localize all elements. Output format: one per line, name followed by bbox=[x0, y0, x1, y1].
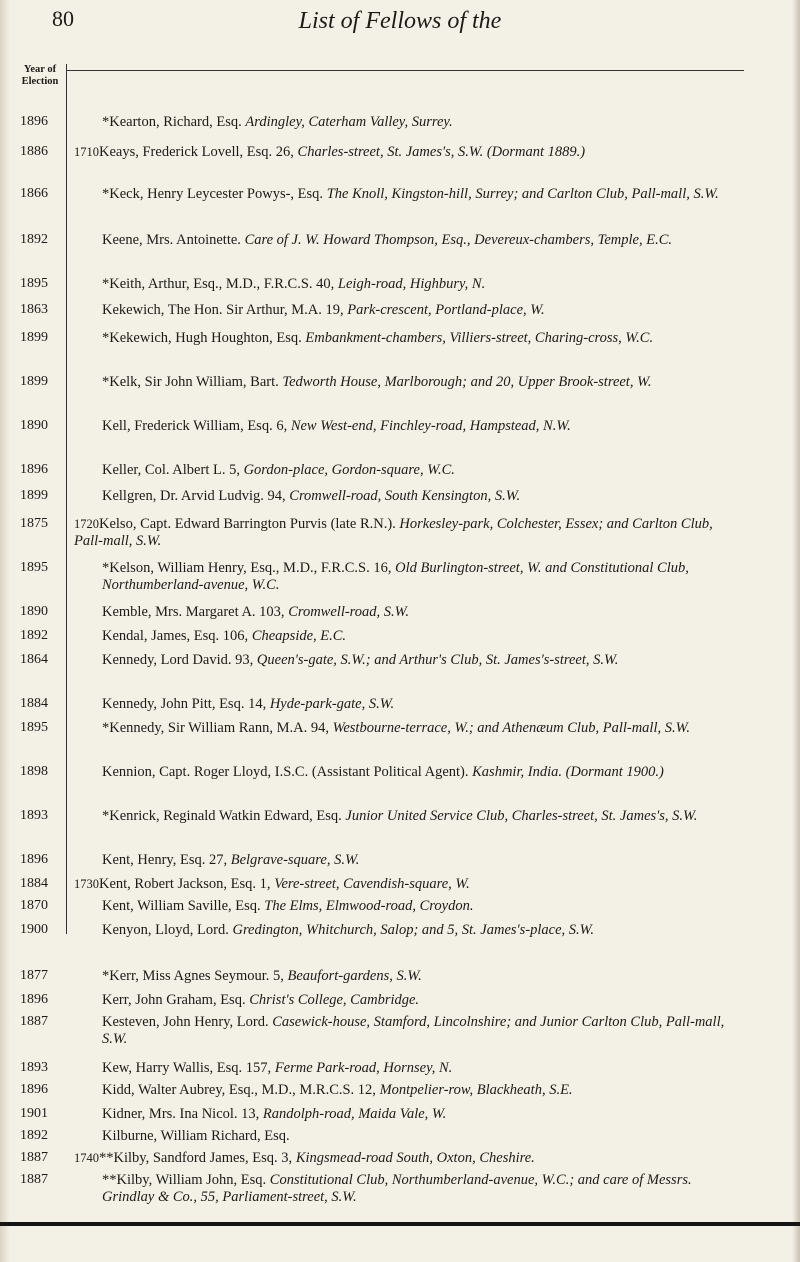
election-year: 1890 bbox=[20, 604, 48, 619]
election-year: 1893 bbox=[20, 1060, 48, 1075]
fellow-entry bbox=[102, 114, 742, 131]
fellow-name: **Kilby, William John, Esq. bbox=[102, 1172, 267, 1188]
column-header-line-1: Year of bbox=[23, 64, 57, 75]
fellow-address: Belgrave-square, S.W. bbox=[230, 852, 360, 868]
fellow-entry bbox=[102, 1128, 742, 1145]
election-year: 1896 bbox=[20, 1082, 48, 1097]
election-year: 1870 bbox=[20, 898, 48, 913]
election-year: 1887 bbox=[20, 1014, 48, 1029]
fellow-address: Christ's College, Cambridge. bbox=[249, 992, 420, 1008]
fellow-entry bbox=[102, 1060, 742, 1077]
entry-number: 1740 bbox=[74, 1151, 99, 1165]
fellow-address: Kingsmead-road South, Oxton, Cheshire. bbox=[295, 1150, 535, 1166]
election-year: 1884 bbox=[20, 876, 48, 891]
fellow-entry bbox=[74, 876, 714, 893]
election-year: 1895 bbox=[20, 560, 48, 575]
fellow-entry bbox=[102, 604, 742, 621]
fellow-address: Ferme Park-road, Hornsey, N. bbox=[274, 1060, 453, 1076]
election-year: 1900 bbox=[20, 922, 48, 937]
fellow-address: New West-end, Finchley-road, Hampstead, N.W. bbox=[290, 418, 571, 434]
fellow-address: Beaufort-gardens, S.W. bbox=[287, 968, 422, 984]
fellow-name: *Kenrick, Reginald Watkin Edward, Esq. bbox=[102, 808, 342, 824]
fellow-name: Kent, Robert Jackson, Esq. 1, bbox=[99, 876, 271, 892]
fellow-address: Constitutional Club, Northumberland-avenue, W.C.; and care of Messrs. Grindlay & Co., 55, Parliament-street, S.W. bbox=[102, 1172, 692, 1205]
fellow-entry bbox=[102, 898, 742, 915]
fellow-name: Kesteven, John Henry, Lord. bbox=[102, 1014, 269, 1030]
fellow-name: Kennedy, John Pitt, Esq. 14, bbox=[102, 696, 267, 712]
fellow-address: Cromwell-road, South Kensington, S.W. bbox=[289, 488, 521, 504]
fellow-address: Kashmir, India. (Dormant 1900.) bbox=[472, 764, 664, 780]
election-year: 1896 bbox=[20, 462, 48, 477]
fellow-entry bbox=[102, 276, 742, 293]
fellow-entry bbox=[102, 696, 742, 713]
fellow-address: Park-crescent, Portland-place, W. bbox=[347, 302, 545, 318]
fellow-entry bbox=[102, 232, 742, 249]
fellow-address: Cheapside, E.C. bbox=[251, 628, 347, 644]
election-year: 1895 bbox=[20, 276, 48, 291]
fellow-name: *Kekewich, Hugh Houghton, Esq. bbox=[102, 330, 302, 346]
election-year: 1893 bbox=[20, 808, 48, 823]
fellow-entry bbox=[74, 144, 714, 161]
fellow-address: Leigh-road, Highbury, N. bbox=[337, 276, 486, 292]
fellow-address: Old Burlington-street, W. and Constitutional Club, Northumberland-avenue, W.C. bbox=[102, 560, 689, 593]
fellow-address: Junior United Service Club, Charles-street, St. James's, S.W. bbox=[345, 808, 698, 824]
fellow-address: The Knoll, Kingston-hill, Surrey; and Carlton Club, Pall-mall, S.W. bbox=[326, 186, 719, 202]
fellow-name: *Keith, Arthur, Esq., M.D., F.R.C.S. 40, bbox=[102, 276, 335, 292]
election-year: 1886 bbox=[20, 144, 48, 159]
fellow-name: Kent, William Saville, Esq. bbox=[102, 898, 261, 914]
fellow-address: Care of J. W. Howard Thompson, Esq., Devereux-chambers, Temple, E.C. bbox=[244, 232, 673, 248]
fellow-name: Kemble, Mrs. Margaret A. 103, bbox=[102, 604, 285, 620]
entry-number: 1730 bbox=[74, 877, 99, 891]
election-year: 1884 bbox=[20, 696, 48, 711]
fellow-name: Kell, Frederick William, Esq. 6, bbox=[102, 418, 288, 434]
fellow-name: *Keck, Henry Leycester Powys-, Esq. bbox=[102, 186, 324, 202]
election-year: 1875 bbox=[20, 516, 48, 531]
fellow-entry bbox=[102, 852, 742, 869]
election-year: 1887 bbox=[20, 1150, 48, 1165]
fellow-address: Ardingley, Caterham Valley, Surrey. bbox=[245, 114, 453, 130]
fellow-address: Hyde-park-gate, S.W. bbox=[269, 696, 395, 712]
fellow-address: Vere-street, Cavendish-square, W. bbox=[274, 876, 470, 892]
election-year: 1899 bbox=[20, 374, 48, 389]
fellow-entry bbox=[102, 374, 742, 391]
election-year: 1899 bbox=[20, 488, 48, 503]
fellow-entry bbox=[102, 1172, 742, 1205]
fellow-address: Horkesley-park, Colchester, Essex; and Carlton Club, Pall-mall, S.W. bbox=[74, 516, 713, 549]
fellow-name: *Kerr, Miss Agnes Seymour. 5, bbox=[102, 968, 284, 984]
fellow-name: Kenyon, Lloyd, Lord. bbox=[102, 922, 229, 938]
fellow-entry bbox=[102, 418, 742, 435]
binding-shadow bbox=[0, 0, 10, 1262]
fellow-name: Kilburne, William Richard, Esq. bbox=[102, 1128, 290, 1144]
fellow-name: Kerr, John Graham, Esq. bbox=[102, 992, 246, 1008]
fellow-address: Casewick-house, Stamford, Lincolnshire; and Junior Carlton Club, Pall-mall, S.W. bbox=[102, 1014, 725, 1047]
fellow-address: Charles-street, St. James's, S.W. (Dormant 1889.) bbox=[297, 144, 586, 160]
fellow-name: Kekewich, The Hon. Sir Arthur, M.A. 19, bbox=[102, 302, 344, 318]
fellow-entry bbox=[102, 808, 742, 825]
fellow-entry bbox=[102, 922, 742, 939]
header-rule bbox=[66, 70, 744, 71]
fellow-name: *Kennedy, Sir William Rann, M.A. 94, bbox=[102, 720, 329, 736]
fellow-entry bbox=[102, 628, 742, 645]
fellow-entry bbox=[102, 652, 742, 669]
election-year: 1892 bbox=[20, 232, 48, 247]
column-header-year-of-election bbox=[14, 64, 66, 88]
election-year: 1896 bbox=[20, 852, 48, 867]
fellow-entry bbox=[74, 1150, 714, 1167]
fellow-name: Kelso, Capt. Edward Barrington Purvis (late R.N.). bbox=[99, 516, 396, 532]
entry-number: 1720 bbox=[74, 517, 99, 531]
fellow-name: Kidd, Walter Aubrey, Esq., M.D., M.R.C.S. 12, bbox=[102, 1082, 376, 1098]
bottom-rule bbox=[0, 1222, 800, 1226]
fellow-entry bbox=[102, 764, 742, 781]
fellow-name: *Kelk, Sir John William, Bart. bbox=[102, 374, 279, 390]
fellow-entry bbox=[74, 516, 714, 549]
fellow-name: Kennedy, Lord David. 93, bbox=[102, 652, 254, 668]
election-year: 1863 bbox=[20, 302, 48, 317]
election-year: 1890 bbox=[20, 418, 48, 433]
fellow-name: *Kelson, William Henry, Esq., M.D., F.R.C.S. 16, bbox=[102, 560, 392, 576]
fellow-entry bbox=[102, 992, 742, 1009]
election-year: 1901 bbox=[20, 1106, 48, 1121]
fellow-name: Keene, Mrs. Antoinette. bbox=[102, 232, 241, 248]
fellow-entry bbox=[102, 330, 742, 347]
fellow-name: Keller, Col. Albert L. 5, bbox=[102, 462, 240, 478]
fellow-entry bbox=[102, 1014, 742, 1047]
fellow-address: Montpelier-row, Blackheath, S.E. bbox=[379, 1082, 573, 1098]
column-header-line-2: Election bbox=[21, 76, 59, 87]
fellow-name: Keays, Frederick Lovell, Esq. 26, bbox=[99, 144, 294, 160]
fellow-address: The Elms, Elmwood-road, Croydon. bbox=[264, 898, 474, 914]
fellow-name: Kennion, Capt. Roger Lloyd, I.S.C. (Assistant Political Agent). bbox=[102, 764, 469, 780]
fellow-address: Tedworth House, Marlborough; and 20, Upper Brook-street, W. bbox=[282, 374, 652, 390]
fellow-name: *Kearton, Richard, Esq. bbox=[102, 114, 242, 130]
election-year: 1877 bbox=[20, 968, 48, 983]
election-year: 1898 bbox=[20, 764, 48, 779]
fellow-entry bbox=[102, 968, 742, 985]
fellow-name: Kendal, James, Esq. 106, bbox=[102, 628, 249, 644]
fellow-entry bbox=[102, 1106, 742, 1123]
election-year: 1896 bbox=[20, 992, 48, 1007]
fellow-entry bbox=[102, 720, 742, 737]
fellow-name: Kew, Harry Wallis, Esq. 157, bbox=[102, 1060, 272, 1076]
fellow-address: Embankment-chambers, Villiers-street, Charing-cross, W.C. bbox=[305, 330, 654, 346]
election-year: 1864 bbox=[20, 652, 48, 667]
running-title: List of Fellows of the bbox=[298, 8, 502, 34]
fellow-address: Gredington, Whitchurch, Salop; and 5, St. James's-place, S.W. bbox=[232, 922, 595, 938]
page-edge bbox=[792, 0, 800, 1262]
fellow-entry bbox=[102, 462, 742, 479]
election-year: 1887 bbox=[20, 1172, 48, 1187]
election-year: 1896 bbox=[20, 114, 48, 129]
fellow-name: **Kilby, Sandford James, Esq. 3, bbox=[99, 1150, 293, 1166]
fellow-name: Kent, Henry, Esq. 27, bbox=[102, 852, 228, 868]
fellow-address: Queen's-gate, S.W.; and Arthur's Club, St. James's-street, S.W. bbox=[256, 652, 619, 668]
election-year: 1866 bbox=[20, 186, 48, 201]
election-year: 1892 bbox=[20, 628, 48, 643]
fellow-name: Kidner, Mrs. Ina Nicol. 13, bbox=[102, 1106, 260, 1122]
fellow-name: Kellgren, Dr. Arvid Ludvig. 94, bbox=[102, 488, 286, 504]
fellow-entry bbox=[102, 1082, 742, 1099]
fellow-entry bbox=[102, 186, 742, 203]
fellow-entry bbox=[102, 560, 742, 593]
fellow-address: Randolph-road, Maida Vale, W. bbox=[262, 1106, 447, 1122]
election-year: 1899 bbox=[20, 330, 48, 345]
page-number: 80 bbox=[52, 6, 74, 31]
election-year: 1892 bbox=[20, 1128, 48, 1143]
fellow-address: Westbourne-terrace, W.; and Athenæum Club, Pall-mall, S.W. bbox=[332, 720, 690, 736]
election-year: 1895 bbox=[20, 720, 48, 735]
entry-number: 1710 bbox=[74, 145, 99, 159]
fellow-address: Gordon-place, Gordon-square, W.C. bbox=[243, 462, 455, 478]
column-divider bbox=[66, 64, 67, 934]
fellow-address: Cromwell-road, S.W. bbox=[288, 604, 410, 620]
fellow-entry bbox=[102, 488, 742, 505]
fellow-entry bbox=[102, 302, 742, 319]
